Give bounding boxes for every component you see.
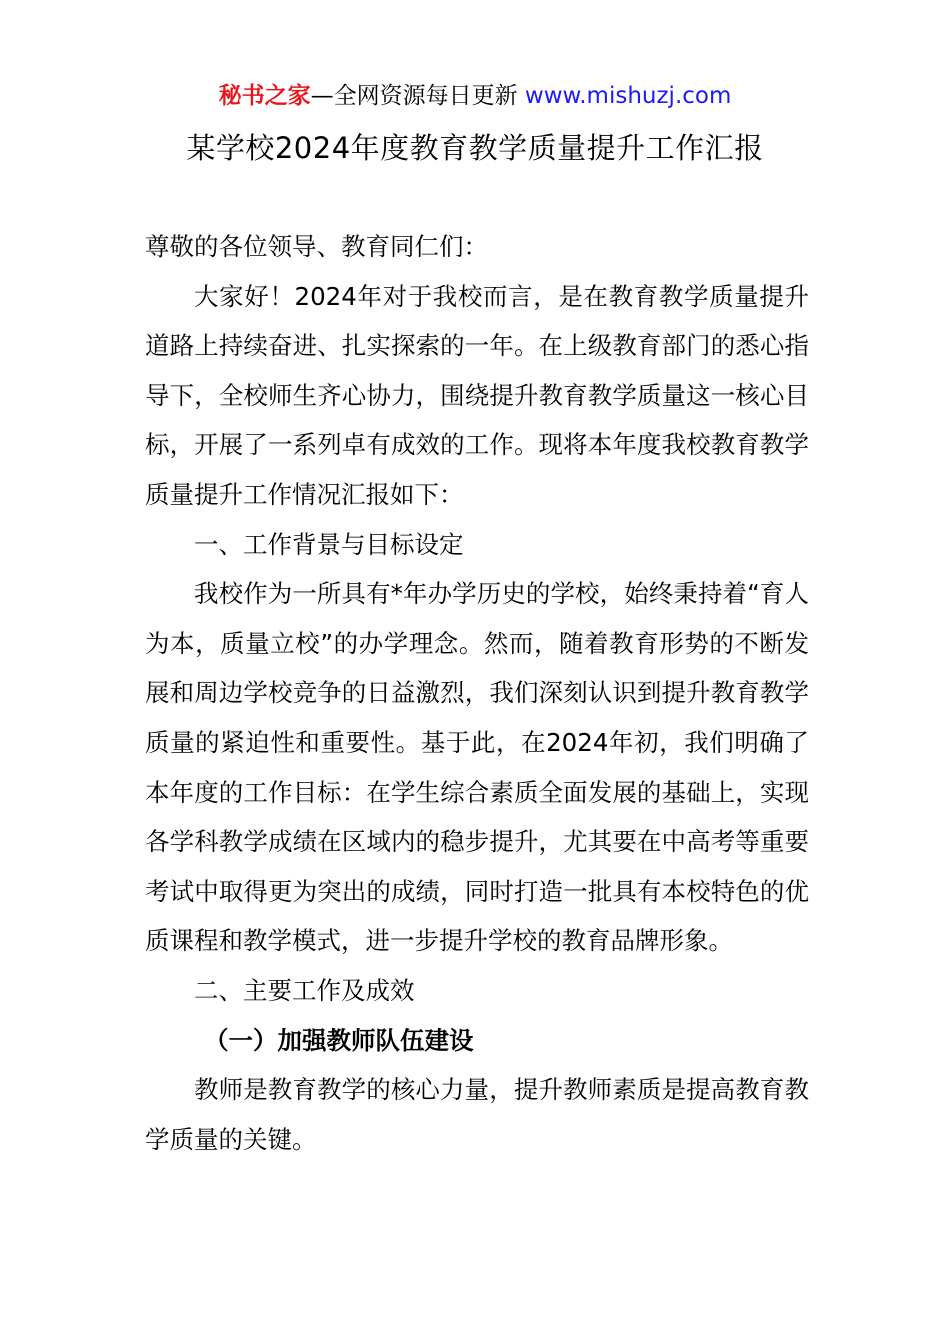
document-body	[145, 222, 809, 1164]
intro-paragraph: 大家好！2024年对于我校而言，是在教育教学质量提升道路上持续奋进、扎实探索的一年。在上级教育部门的悉心指导下，全校师生齐心协力，围绕提升教育教学质量这一核心目标，开展了一系列卓有成效的工作。现将本年度我校教育教学质量提升工作情况汇报如下：	[145, 281, 809, 509]
brand-name: 秘书之家	[218, 83, 311, 109]
section-heading-main-work: 二、主要工作及成效	[194, 975, 415, 1005]
subsection-heading-teachers: （一）加强教师队伍建设	[204, 1025, 474, 1055]
header-tagline: —全网资源每日更新	[310, 83, 518, 109]
site-header	[0, 80, 950, 112]
salutation: 尊敬的各位领导、教育同仁们：	[145, 232, 488, 261]
section-heading-background: 一、工作背景与目标设定	[194, 529, 464, 559]
site-url-link[interactable]: www.mishuzj.com	[524, 83, 732, 109]
background-paragraph: 我校作为一所具有*年办学历史的学校，始终秉持着“育人为本，质量立校”的办学理念。然而，随着教育形势的不断发展和周边学校竞争的日益激烈，我们深刻认识到提升教育教学质量的紧迫性和重要性。基于此，在2024年初，我们明确了本年度的工作目标：在学生综合素质全面发展的基础上，实现各学科教学成绩在区域内的稳步提升，尤其要在中高考等重要考试中取得更为突出的成绩，同时打造一批具有本校特色的优质课程和教学模式，进一步提升学校的教育品牌形象。	[145, 579, 809, 956]
teachers-paragraph: 教师是教育教学的核心力量，提升教师素质是提高教育教学质量的关键。	[145, 1075, 809, 1154]
document-title: 某学校2024年度教育教学质量提升工作汇报	[186, 131, 764, 165]
